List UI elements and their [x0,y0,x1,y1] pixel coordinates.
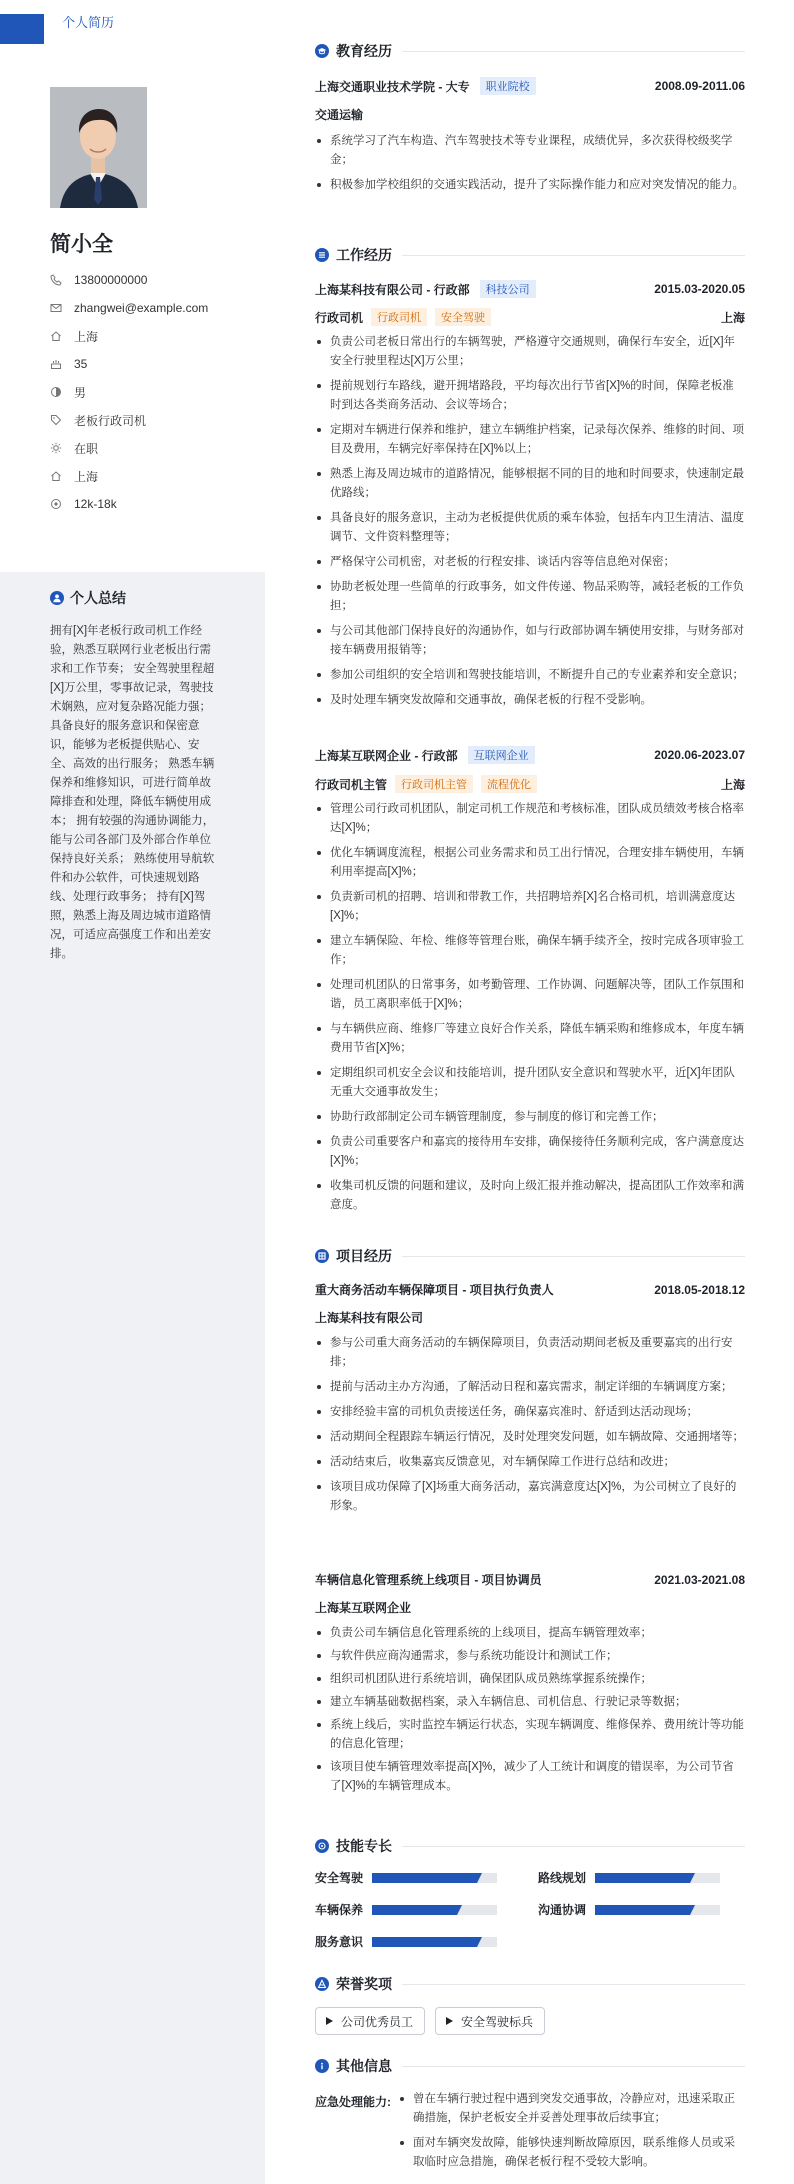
education-tag: 职业院校 [480,77,536,95]
project-2-org: 上海某互联网企业 [315,1601,412,1615]
list-item: 参与公司重大商务活动的车辆保障项目，负责活动期间老板及重要嘉宾的出行安排； [315,1334,745,1372]
age-text: 35 [74,357,88,371]
list-item: 处理司机团队的日常事务，如考勤管理、工作协调、问题解决等，团队工作氛围和谐，员工离职率低于[X]%； [315,976,745,1014]
job-1-tag: 科技公司 [480,280,536,298]
job-1-city: 上海 [720,310,745,325]
contact-info-list [50,266,208,518]
job-1-title [315,280,745,298]
graduation-cap-icon [315,44,329,58]
education-title: 教育经历 [336,43,392,59]
other-section-heading [315,2056,745,2076]
section-divider [402,255,745,256]
list-item: 提前与活动主办方沟通，了解活动日程和嘉宾需求，制定详细的车辆调度方案； [315,1378,745,1397]
header-bar [0,0,265,40]
list-item: 该项目成功保障了[X]场重大商务活动，嘉宾满意度达[X]%，为公司树立了良好的形象。 [315,1478,745,1516]
other-bullets [398,2090,745,2178]
job-1-date: 2015.03-2020.05 [654,282,745,296]
list-item: 定期组织司机安全会议和技能培训，提升团队安全意识和驾驶水平，近[X]年团队无重大交通事故发生； [315,1064,745,1102]
header-accent-block [0,14,44,44]
skill-name: 车辆保养 [315,1903,364,1917]
info-gender [50,378,208,406]
list-item: 严格保守公司机密，对老板的行程安排、谈话内容等信息绝对保密； [315,553,745,572]
project-1-org: 上海某科技有限公司 [315,1311,424,1325]
skill-name: 安全驾驶 [315,1871,364,1885]
education-major-row [315,106,745,123]
job-1-role-tag: 行政司机 [371,308,427,326]
sidebar [0,0,265,2184]
job-1-bullets [315,333,745,716]
skill-bar [595,1873,720,1883]
job-2-tag: 互联网企业 [468,746,535,764]
list-item: 面对车辆突发故障，能够快速判断故障原因，联系维修人员或采取临时应急措施，确保老板行程不受较大影响。 [398,2134,745,2172]
job-1-company: 上海某科技有限公司 - 行政部 [315,282,470,297]
section-divider [402,1256,745,1257]
project-2-name: 车辆信息化管理系统上线项目 - 项目协调员 [315,1573,542,1587]
list-item: 收集司机反馈的问题和建议，及时向上级汇报并推动解决，提高团队工作效率和满意度。 [315,1177,745,1215]
section-divider [402,1984,745,1985]
skills-title: 技能专长 [336,1838,392,1854]
job-2-role-row [315,775,745,793]
skill-bar [595,1905,720,1915]
mail-icon [50,302,62,314]
info-status [50,434,208,462]
target-city-text: 上海 [74,469,99,484]
skill-bar-fill [372,1873,482,1883]
skill-item [315,1869,363,1886]
list-icon [315,248,329,262]
list-item: 活动结束后，收集嘉宾反馈意见，对车辆保障工作进行总结和改进； [315,1453,745,1472]
job-2-role-tag: 行政司机主管 [395,775,473,793]
skill-bar [372,1873,497,1883]
skill-item [315,1901,363,1918]
list-item: 具备良好的服务意识，主动为老板提供优质的乘车体验，包括车内卫生清洁、温度调节、文件资料整理等； [315,509,745,547]
list-item: 优化车辆调度流程，根据公司业务需求和员工出行情况，合理安排车辆使用，车辆利用率提高[X]%； [315,844,745,882]
skill-bar [372,1905,497,1915]
job-1-role-tag: 安全驾驶 [435,308,491,326]
skill-bar-fill [372,1905,462,1915]
project-1-bullets [315,1334,745,1522]
target-icon [315,1839,329,1853]
list-item: 负责公司重要客户和嘉宾的接待用车安排，确保接待任务顺利完成，客户满意度达[X]%； [315,1133,745,1171]
project-1-date: 2018.05-2018.12 [654,1282,745,1297]
skill-bar-fill [595,1905,695,1915]
cake-icon [50,358,62,370]
skill-bar [372,1937,497,1947]
list-item: 系统上线后，实时监控车辆运行状态，实现车辆调度、维修保养、费用统计等功能的信息化管理； [315,1716,745,1754]
info-email [50,294,208,322]
summary-title: 个人总结 [70,590,126,606]
skill-name: 沟通协调 [538,1903,587,1917]
list-item: 负责新司机的招聘、培训和带教工作，共招聘培养[X]名合格司机，培训满意度达[X]%； [315,888,745,926]
project-1-title [315,1281,745,1298]
list-item: 系统学习了汽车构造、汽车驾驶技术等专业课程，成绩优异，多次获得校级奖学金； [315,132,745,170]
job-2-role-tag: 流程优化 [481,775,537,793]
job-1-role: 行政司机 [315,310,364,325]
work-title: 工作经历 [336,247,392,263]
sun-icon [50,442,62,454]
list-item: 协助老板处理一些简单的行政事务，如文件传递、物品采购等，减轻老板的工作负担； [315,578,745,616]
list-item: 协助行政部制定公司车辆管理制度，参与制度的修订和完善工作； [315,1108,745,1127]
user-icon [50,591,64,605]
list-item: 及时处理车辆突发故障和交通事故，确保老板的行程不受影响。 [315,691,745,710]
info-position [50,406,208,434]
skills-section-heading [315,1836,745,1856]
award-label: 公司优秀员工 [341,2014,414,2029]
list-item: 定期对车辆进行保养和维护，建立车辆维护档案，记录每次保养、维修的时间、项目及费用，车辆完好率保持在[X]%以上； [315,421,745,459]
list-item: 活动期间全程跟踪车辆运行情况，及时处理突发问题，如车辆故障、交通拥堵等； [315,1428,745,1447]
award-label: 安全驾驶标兵 [461,2014,534,2029]
project-2-title [315,1571,745,1588]
projects-title: 项目经历 [336,1248,392,1264]
job-2-date: 2020.06-2023.07 [654,748,745,762]
education-major: 交通运输 [315,108,364,122]
list-item: 建立车辆基础数据档案，录入车辆信息、司机信息、行驶记录等数据； [315,1693,745,1712]
other-label: 应急处理能力: [315,2095,391,2109]
list-item: 负责公司车辆信息化管理系统的上线项目，提高车辆管理效率； [315,1624,745,1643]
section-divider [402,2066,745,2067]
skill-name: 路线规划 [538,1871,587,1885]
work-section-heading [315,245,745,265]
list-item: 负责公司老板日常出行的车辆驾驶，严格遵守交通规则，确保行车安全，近[X]年安全行驶里程达[X]万公里； [315,333,745,371]
info-location [50,322,208,350]
education-bullets [315,132,745,201]
project-2-date: 2021.03-2021.08 [654,1572,745,1587]
section-divider [402,1846,745,1847]
gender-text: 男 [74,385,87,400]
education-school: 上海交通职业技术学院 - 大专 [315,79,470,94]
email-text: zhangwei@example.com [74,301,209,315]
info-icon [315,2059,329,2073]
project-1-org-row [315,1309,745,1326]
section-divider [402,51,745,52]
skill-bar-fill [372,1937,482,1947]
job-2-bullets [315,800,745,1221]
resume-header-label: 个人简历 [62,15,115,30]
avatar [50,87,147,208]
project-1-name: 重大商务活动车辆保障项目 - 项目执行负责人 [315,1283,554,1297]
awards-section-heading [315,1974,745,1994]
summary-text: 拥有[X]年老板行政司机工作经验，熟悉互联网行业老板出行需求和工作节奏； 安全驾驶里程超[X]万公里，零事故记录，驾驶技术娴熟，应对复杂路况能力强； 具备良好的服务意识和保密意识，能够为老板提供贴心、安全、高效的出行服务； 熟悉车辆保养和维修知识，可进行简单故障排查和处理，降低车辆使用成本； 拥有较强的沟通协调能力，能与公司各部门及外部合作单位保持良好关系； 熟练使用导航软件和办公软件，可快速规划路线、处理行政事务； 持有[X]驾照，熟悉上海及周边城市道路情况，可适应高强度工作和出差安排。 [50,625,215,960]
job-2-title [315,746,745,764]
project-2-bullets [315,1624,745,1800]
play-icon [446,2017,453,2025]
skill-item [315,1933,363,1950]
award-icon [315,1977,329,1991]
salary-text: 12k-18k [74,497,117,511]
avatar-portrait-icon [50,87,147,208]
education-section-heading [315,41,745,61]
location-text: 上海 [74,329,99,344]
education-entry-title [315,77,745,95]
job-2-role: 行政司机主管 [315,777,388,792]
list-item: 熟悉上海及周边城市的道路情况，能够根据不同的目的地和时间要求，快速制定最优路线； [315,465,745,503]
list-item: 建立车辆保险、年检、维修等管理台账，确保车辆手续齐全，按时完成各项审验工作； [315,932,745,970]
project-2-org-row [315,1599,745,1616]
other-title: 其他信息 [336,2058,392,2074]
list-item: 与软件供应商沟通需求，参与系统功能设计和测试工作； [315,1647,745,1666]
job-2-city: 上海 [720,777,745,792]
award-badge [435,2007,545,2035]
list-item: 积极参加学校组织的交通实践活动，提升了实际操作能力和应对突发情况的能力。 [315,176,745,195]
skill-item [538,1901,586,1918]
gender-icon [50,386,62,398]
phone-icon [50,274,62,286]
skill-item [538,1869,586,1886]
list-item: 与公司其他部门保持良好的沟通协作，如与行政部协调车辆使用安排，与财务部对接车辆费用报销等； [315,622,745,660]
info-target-city [50,462,208,490]
summary-heading [50,588,126,608]
education-date: 2008.09-2011.06 [654,79,745,93]
job-1-role-row [315,308,745,326]
list-item: 安排经验丰富的司机负责接送任务，确保嘉宾准时、舒适到达活动现场； [315,1403,745,1422]
skill-bar-fill [595,1873,695,1883]
salary-icon [50,498,62,510]
tag-icon [50,414,62,426]
folder-icon [315,1249,329,1263]
list-item: 与车辆供应商、维修厂等建立良好合作关系，降低车辆采购和维修成本，年度车辆费用节省[X]%； [315,1020,745,1058]
projects-section-heading [315,1246,745,1266]
list-item: 参加公司组织的安全培训和驾驶技能培训，不断提升自己的专业素养和安全意识； [315,666,745,685]
phone-text: 13800000000 [74,273,148,287]
list-item: 组织司机团队进行系统培训，确保团队成员熟练掌握系统操作； [315,1670,745,1689]
play-icon [326,2017,333,2025]
info-salary [50,490,208,518]
list-item: 管理公司行政司机团队，制定司机工作规范和考核标准，团队成员绩效考核合格率达[X]%； [315,800,745,838]
job-2-company: 上海某互联网企业 - 行政部 [315,748,458,763]
candidate-name: 简小全 [50,233,113,256]
awards-title: 荣誉奖项 [336,1976,392,1992]
position-text: 老板行政司机 [74,413,147,428]
list-item: 该项目使车辆管理效率提高[X]%，减少了人工统计和调度的错误率，为公司节省了[X]%的车辆管理成本。 [315,1758,745,1796]
list-item: 提前规划行车路线，避开拥堵路段，平均每次出行节省[X]%的时间，保障老板准时到达各类商务活动、会议等场合； [315,377,745,415]
info-age [50,350,208,378]
list-item: 曾在车辆行驶过程中遇到突发交通事故，冷静应对，迅速采取正确措施，保护老板安全并妥善处理事故后续事宜； [398,2090,745,2128]
status-text: 在职 [74,441,99,456]
building-icon [50,470,62,482]
home-icon [50,330,62,342]
skill-name: 服务意识 [315,1935,364,1949]
info-phone [50,266,208,294]
award-badge [315,2007,425,2035]
